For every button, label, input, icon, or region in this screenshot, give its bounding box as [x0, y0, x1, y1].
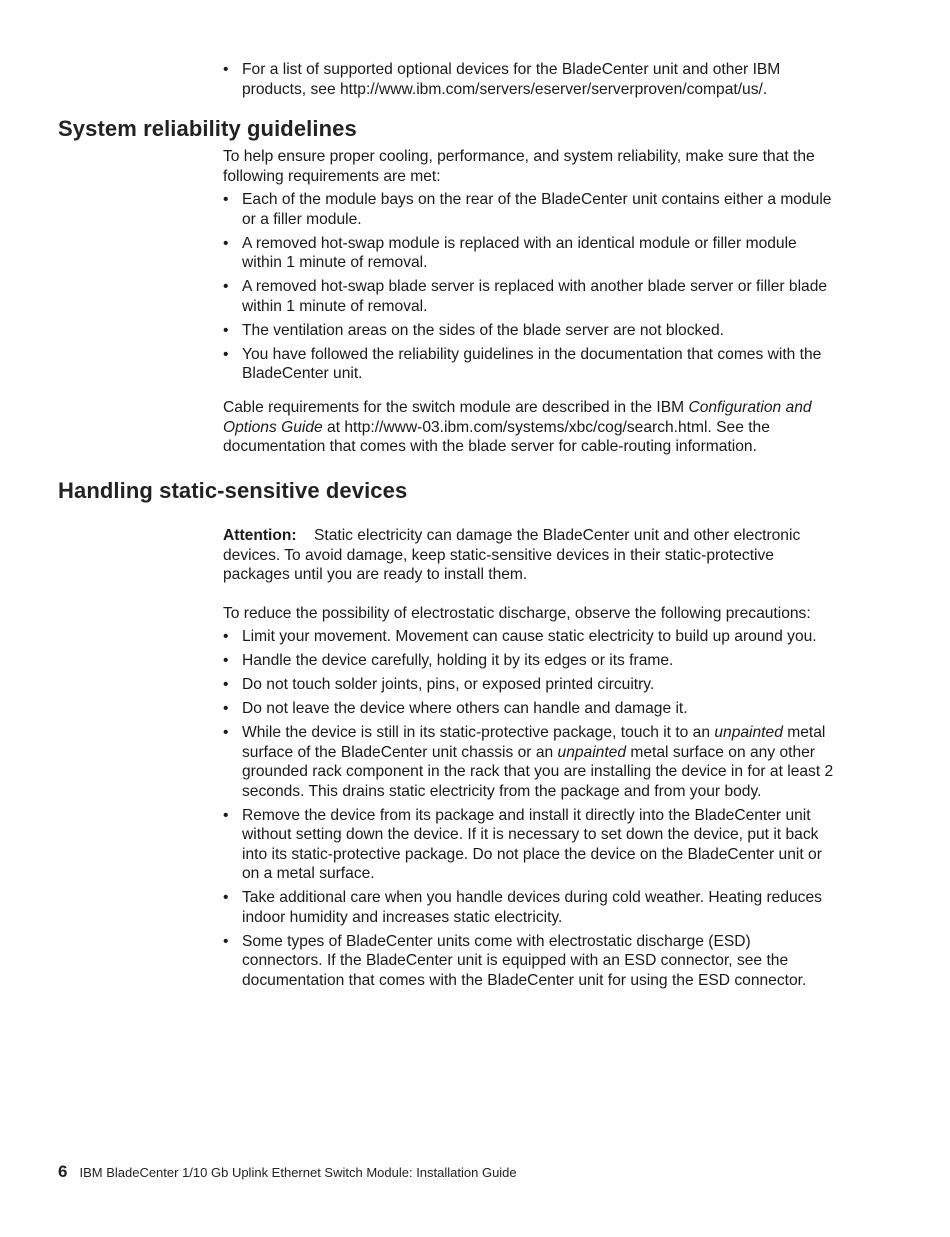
list-item	[223, 277, 835, 316]
bullet-icon: •	[223, 321, 229, 339]
bullet-icon: •	[223, 724, 229, 741]
list-item-text: While the device is still in its static-protective package, touch it to an	[242, 724, 715, 741]
list-item-text: Handle the device carefully, holding it by its edges or its frame.	[242, 652, 674, 669]
list-item	[223, 190, 835, 229]
list-item-text: Some types of BladeCenter units come with electrostatic discharge (ESD) connectors. If the BladeCenter unit is equipped with an ESD connector, see the documentation that comes with the BladeCenter unit for using the ESD connector.	[242, 932, 807, 989]
bullet-icon: •	[223, 700, 229, 717]
list-item-emphasis: unpainted	[557, 743, 627, 761]
attention-notice	[223, 526, 835, 585]
list-item	[223, 234, 835, 273]
list-item-text: You have followed the reliability guidelines in the documentation that comes with the BladeCenter unit.	[242, 345, 822, 382]
list-item	[223, 888, 835, 927]
bullet-icon: •	[223, 932, 229, 950]
list-item	[223, 699, 835, 719]
bullet-icon: •	[223, 278, 229, 295]
bullet-icon: •	[223, 191, 229, 208]
list-item	[223, 675, 835, 695]
list-item-text: Do not touch solder joints, pins, or exposed printed circuitry.	[242, 676, 655, 693]
list-item-text: metal surface of the BladeCenter unit chassis or an	[242, 724, 826, 761]
cable-requirements-paragraph	[223, 398, 835, 457]
list-item-text: Each of the module bays on the rear of the BladeCenter unit contains either a module or a filler module.	[242, 191, 832, 228]
list-item-text: For a list of supported optional devices for the BladeCenter unit and other IBM products, see http://www.ibm.com/servers/eserver/serverproven/compat/us/.	[242, 61, 781, 98]
list-item	[223, 723, 835, 801]
list-item-text: Do not leave the device where others can handle and damage it.	[242, 700, 688, 717]
list-item	[223, 60, 835, 99]
list-item	[223, 627, 835, 647]
static-bullet-list	[223, 627, 835, 990]
bullet-icon: •	[223, 345, 229, 363]
cable-text-part2: at http://www-03.ibm.com/systems/xbc/cog/search.html. See the documentation that comes with the blade server for cable-routing information.	[223, 418, 770, 455]
bullet-icon: •	[223, 806, 229, 824]
bullet-icon: •	[223, 628, 229, 645]
list-item-text: The ventilation areas on the sides of the blade server are not blocked.	[242, 321, 724, 339]
reliability-bullet-list	[223, 190, 835, 384]
attention-label: Attention:	[223, 527, 297, 544]
cable-text-part1: Cable requirements for the switch module are described in the IBM	[223, 399, 689, 416]
bullet-icon: •	[223, 652, 229, 669]
reliability-section	[223, 147, 835, 457]
bullet-icon: •	[223, 61, 229, 78]
bullet-icon: •	[223, 234, 229, 252]
list-item-text: Remove the device from its package and install it directly into the BladeCenter unit without setting down the device. If it is necessary to set down the device, put it back into its static-protective package. Do not place the device on the BladeCenter unit or on a metal surface.	[242, 806, 822, 882]
list-item-text: A removed hot-swap blade server is replaced with another blade server or filler blade within 1 minute of removal.	[242, 278, 828, 315]
list-item	[223, 651, 835, 671]
list-item	[223, 932, 835, 991]
reliability-intro: To help ensure proper cooling, performance, and system reliability, make sure that the following requirements are met:	[223, 148, 815, 185]
bullet-icon: •	[223, 889, 229, 906]
static-section	[223, 526, 835, 995]
static-intro: To reduce the possibility of electrostatic discharge, observe the following precautions:	[223, 604, 811, 622]
top-section	[223, 60, 835, 104]
list-item-text: A removed hot-swap module is replaced with an identical module or filler module within 1 minute of removal.	[242, 234, 797, 271]
list-item-text: metal surface on any other grounded rack component in the rack that you are installing the device in for at least 2 seconds. This drains static electricity from the package and from your body.	[242, 743, 834, 800]
list-item	[223, 321, 835, 341]
top-bullet-list	[223, 60, 835, 99]
list-item-text: Take additional care when you handle devices during cold weather. Heating reduces indoor humidity and increases static electricity.	[242, 889, 822, 926]
section-heading-reliability: System reliability guidelines	[58, 116, 357, 141]
footer-title: IBM BladeCenter 1/10 Gb Uplink Ethernet Switch Module: Installation Guide	[79, 1165, 517, 1180]
bullet-icon: •	[223, 676, 229, 693]
list-item	[223, 345, 835, 384]
list-item-text: Limit your movement. Movement can cause static electricity to build up around you.	[242, 628, 817, 645]
list-item	[223, 806, 835, 884]
list-item-emphasis: unpainted	[714, 724, 783, 741]
attention-text: Static electricity can damage the BladeCenter unit and other electronic devices. To avoid damage, keep static-sensitive devices in their static-protective packages until you are ready to install them.	[223, 527, 801, 583]
page-footer	[58, 1162, 517, 1182]
section-heading-static: Handling static-sensitive devices	[58, 478, 408, 503]
guide-title: Configuration and Options Guide	[223, 399, 812, 436]
page-number: 6	[58, 1162, 68, 1181]
